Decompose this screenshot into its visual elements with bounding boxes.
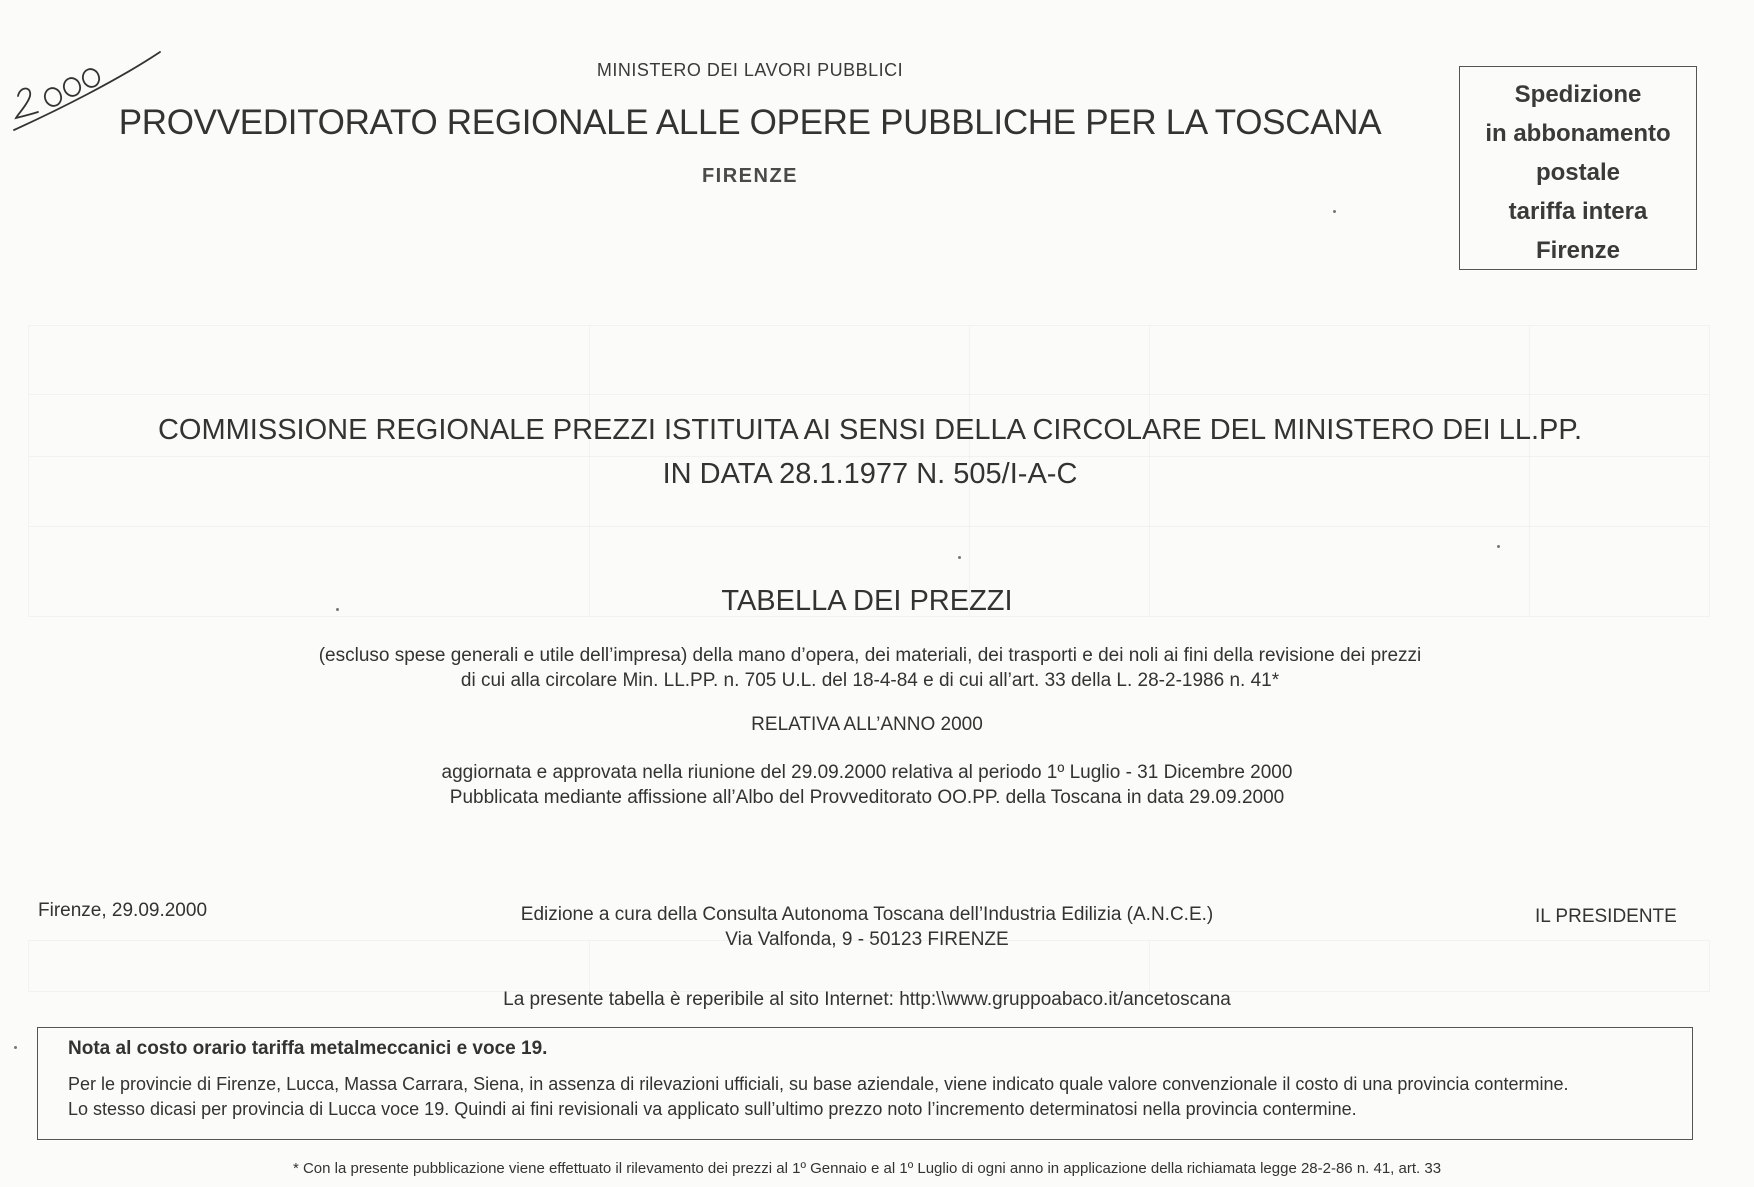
- commission-line-1: COMMISSIONE REGIONALE PREZZI ISTITUITA AI SENSI DELLA CIRCOLARE DEL MINISTERO DEI LL.PP.: [157, 414, 1583, 446]
- scan-speck: [958, 556, 961, 559]
- stamp-line-3: postale: [1535, 159, 1621, 186]
- website-line: La presente tabella è reperibile al sito Internet: http:\\www.gruppoabaco.it/ancetoscana: [503, 989, 1231, 1010]
- scan-speck: [336, 608, 339, 611]
- scan-speck: [14, 1046, 17, 1049]
- note-body: [68, 1072, 1662, 1122]
- edition-line-2: Via Valfonda, 9 - 50123 FIRENZE: [725, 929, 1009, 950]
- description: [40, 643, 1700, 693]
- note-line-2: Lo stesso dicasi per provincia di Lucca voce 19. Quindi ai fini revisionali va applicato sull’ultimo prezzo noto l’incremento determinatosi nella provincia contermine.: [68, 1099, 1357, 1119]
- commission-line-2: IN DATA 28.1.1977 N. 505/I-A-C: [662, 458, 1078, 490]
- note-box: [37, 1027, 1693, 1140]
- commission-heading: [40, 408, 1700, 496]
- stamp-line-4: tariffa intera: [1508, 198, 1648, 225]
- year-reference: RELATIVA ALL’ANNO 2000: [751, 714, 983, 735]
- place-date: Firenze, 29.09.2000: [38, 900, 208, 921]
- scan-speck: [1333, 210, 1336, 213]
- president-label: IL PRESIDENTE: [1535, 906, 1677, 927]
- ministry-heading: MINISTERO DEI LAVORI PUBBLICI: [596, 60, 904, 80]
- stamp-line-1: Spedizione: [1514, 81, 1642, 108]
- stamp-line-2: in abbonamento: [1485, 120, 1671, 147]
- postal-stamp-box: [1459, 66, 1697, 270]
- city-heading: FIRENZE: [701, 165, 799, 187]
- footnote: * Con la presente pubblicazione viene effettuato il rilevamento dei prezzi al 1º Gennaio e al 1º Luglio di ogni anno in applicazione della richiamata legge 28-2-86 n. 41, art. 33: [292, 1160, 1442, 1177]
- provveditorato-title: PROVVEDITORATO REGIONALE ALLE OPERE PUBBLICHE PER LA TOSCANA: [118, 103, 1382, 142]
- stamp-line-5: Firenze: [1535, 237, 1621, 264]
- description-line-1: (escluso spese generali e utile dell’impresa) della mano d’opera, dei materiali, dei trasporti e dei noli ai fini della revisione dei prezzi: [318, 645, 1422, 666]
- table-title: TABELLA DEI PREZZI: [721, 585, 1013, 617]
- edition-line-1: Edizione a cura della Consulta Autonoma Toscana dell’Industria Edilizia (A.N.C.E.): [520, 904, 1214, 925]
- approval-line-1: aggiornata e approvata nella riunione del 29.09.2000 relativa al periodo 1º Luglio - 31 Dicembre 2000: [441, 762, 1293, 783]
- approval-line-2: Pubblicata mediante affissione all’Albo del Provveditorato OO.PP. della Toscana in data 29.09.2000: [449, 787, 1285, 808]
- note-line-1: Per le provincie di Firenze, Lucca, Massa Carrara, Siena, in assenza di rilevazioni ufficiali, su base aziendale, viene indicato quale valore convenzionale il costo di una provincia contermine.: [68, 1074, 1569, 1094]
- description-line-2: di cui alla circolare Min. LL.PP. n. 705 U.L. del 18-4-84 e di cui all’art. 33 della L. 28-2-1986 n. 41*: [460, 670, 1280, 691]
- edition-info: [0, 902, 1734, 952]
- approval-info: [0, 760, 1734, 810]
- note-title: Nota al costo orario tariffa metalmeccanici e voce 19.: [68, 1038, 548, 1059]
- scan-speck: [1497, 545, 1500, 548]
